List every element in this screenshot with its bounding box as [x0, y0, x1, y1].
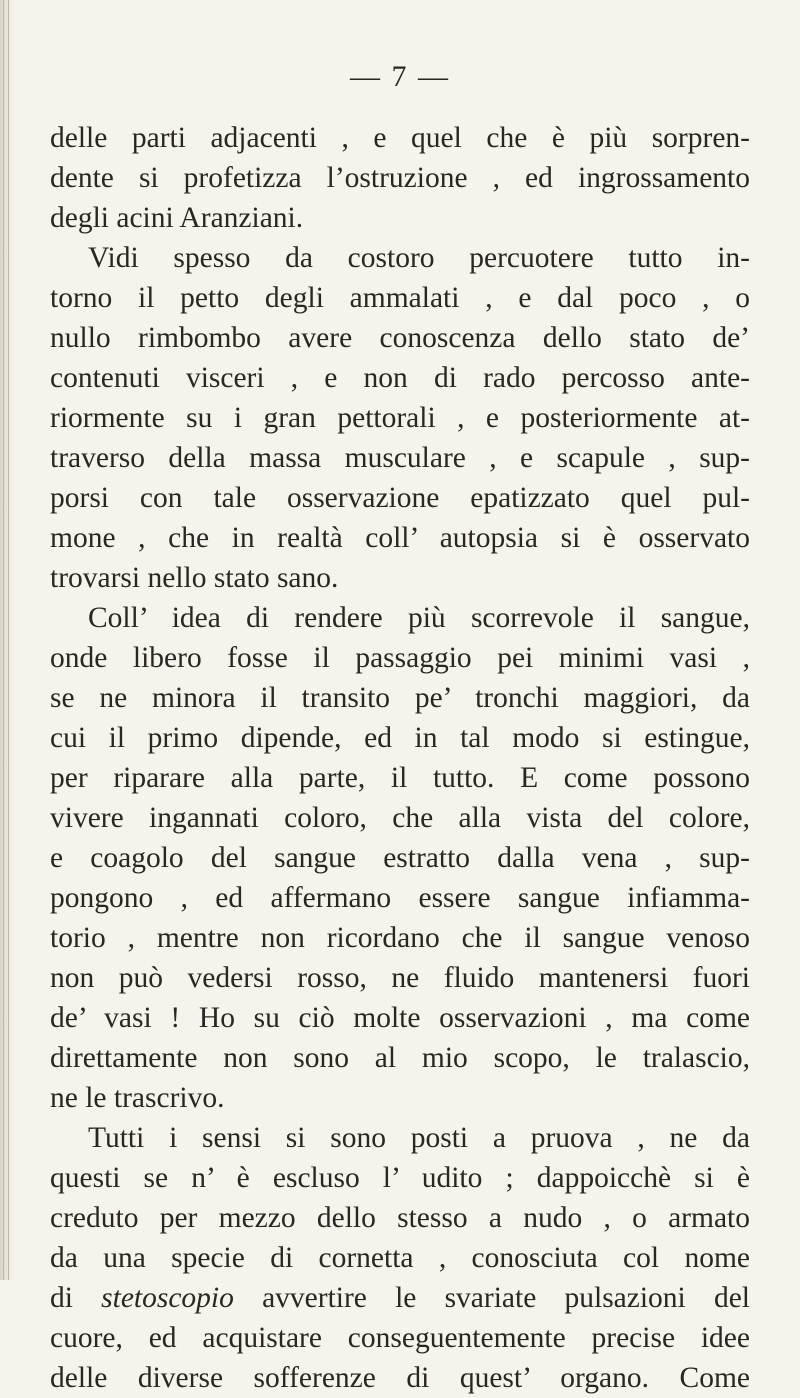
text-line: de’ vasi ! Ho su ciò molte osservazioni , ma come: [50, 1002, 750, 1034]
text-line: contenuti visceri , e non di rado percosso ante-: [50, 362, 750, 394]
text-segment: avvertire le svariate pulsazioni del: [233, 1282, 750, 1314]
text-line: e coagolo del sangue estratto dalla vena , sup-: [50, 842, 750, 874]
body-text: [50, 118, 750, 1398]
text-line: delle diverse sofferenze di quest’ organo. Come: [50, 1362, 750, 1394]
text-line: cui il primo dipende, ed in tal modo si estingue,: [50, 722, 750, 754]
text-line: pongono , ed affermano essere sangue infiamma-: [50, 882, 750, 914]
text-line: da una specie di cornetta , conosciuta col nome: [50, 1242, 750, 1274]
text-line: ne le trascrivo.: [50, 1082, 225, 1114]
text-line: non può vedersi rosso, ne fluido mantenersi fuori: [50, 962, 750, 994]
text-line: traverso della massa musculare , e scapule , sup-: [50, 442, 750, 474]
text-line: degli acini Aranziani.: [50, 202, 304, 234]
text-segment: di: [50, 1282, 102, 1314]
text-line: onde libero fosse il passaggio pei minimi vasi ,: [50, 642, 750, 674]
text-line: creduto per mezzo dello stesso a nudo , o armato: [50, 1202, 750, 1234]
text-line: per riparare alla parte, il tutto. E come possono: [50, 762, 750, 794]
text-line: porsi con tale osservazione epatizzato quel pul-: [50, 482, 750, 514]
page-number: — 7 —: [350, 60, 450, 93]
text-line: vivere ingannati coloro, che alla vista del colore,: [50, 802, 750, 834]
italic-term: stetoscopio: [101, 1282, 234, 1314]
text-line: direttamente non sono al mio scopo, le tralascio,: [50, 1042, 750, 1074]
text-line: Coll’ idea di rendere più scorrevole il sangue,: [88, 602, 750, 634]
text-line: Tutti i sensi si sono posti a pruova , ne da: [88, 1122, 750, 1154]
text-line: dente si profetizza l’ostruzione , ed ingrossamento: [50, 162, 750, 194]
text-line: torno il petto degli ammalati , e dal poco , o: [50, 282, 750, 314]
page-edge-line: [3, 0, 4, 1280]
text-line: riormente su i gran pettorali , e posteriormente at-: [50, 402, 750, 434]
text-line: se ne minora il transito pe’ tronchi maggiori, da: [50, 682, 750, 714]
text-line: cuore, ed acquistare conseguentemente precise idee: [50, 1322, 750, 1354]
text-line: trovarsi nello stato sano.: [50, 562, 339, 594]
text-line: Vidi spesso da costoro percuotere tutto in-: [88, 242, 750, 274]
text-line: delle parti adjacenti , e quel che è più sorpren-: [50, 122, 750, 154]
text-line: nullo rimbombo avere conoscenza dello stato de’: [50, 322, 750, 354]
text-line: mone , che in realtà coll’ autopsia si è osservato: [50, 522, 750, 554]
text-line: torio , mentre non ricordano che il sangue venoso: [50, 922, 750, 954]
page-edge-line: [8, 0, 9, 1280]
text-line: questi se n’ è escluso l’ udito ; dappoicchè si è: [50, 1162, 750, 1194]
text-line: [50, 1278, 750, 1318]
